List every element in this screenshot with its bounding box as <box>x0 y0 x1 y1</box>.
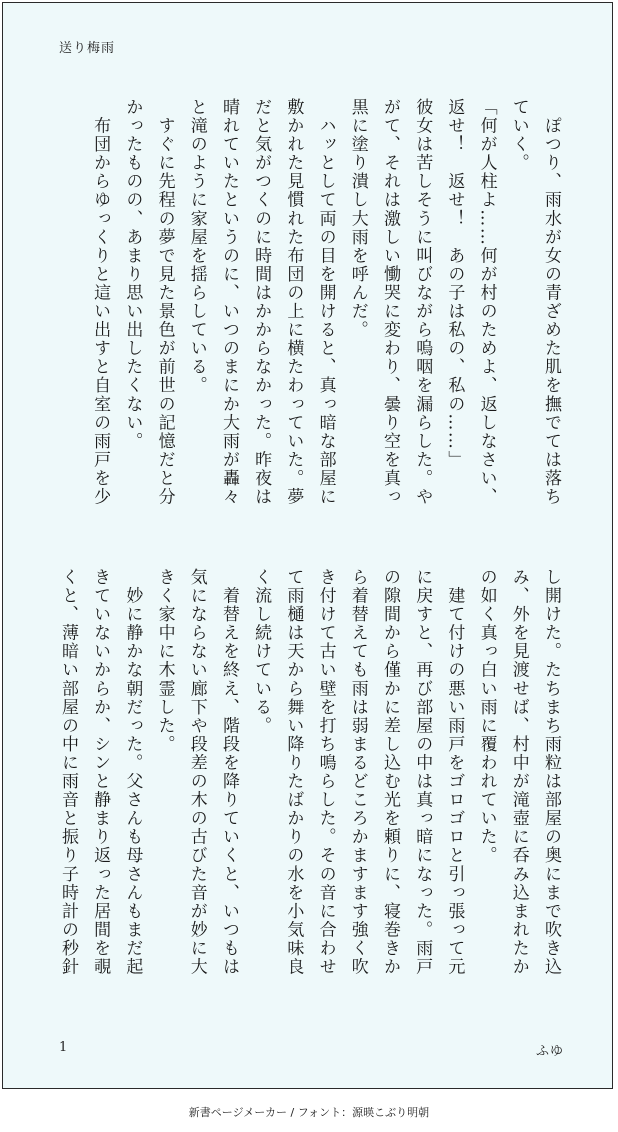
book-page <box>2 2 613 1089</box>
text-line: 布団からゆっくりと這い出すと自室の雨戸を少 <box>90 98 111 507</box>
text-line: 「何が人柱よ……何が村のためよ、返しなさい、 <box>476 98 497 507</box>
text-line: きく家中に木霊した。 <box>154 568 175 754</box>
upper-text-block <box>47 98 567 560</box>
text-line: き付けて古い壁を打ち鳴らした。その音に合わせ <box>315 568 336 977</box>
text-line: み、外を見渡せば、村中が滝壺に呑み込まれたか <box>508 568 529 977</box>
text-line: て雨樋は天から舞い降りたばかりの水を小気味良 <box>283 568 304 977</box>
text-line: ら着替えても雨は弱まるどころかますます強く吹 <box>347 568 368 977</box>
text-line: に戻すと、再び部屋の中は真っ暗になった。雨戸 <box>412 568 433 977</box>
generator-credit: 新書ページメーカー / フォント：源暎こぶり明朝 <box>188 1106 430 1119</box>
text-line: すぐに先程の夢で見た景色が前世の記憶だと分 <box>154 98 175 507</box>
text-line: と滝のように家屋を揺らしている。 <box>186 98 207 395</box>
text-line: 気にならない廊下や段差の木の古びた音が妙に大 <box>186 568 207 977</box>
text-line: 晴れていたというのに、いつのまにか大雨が轟々 <box>218 98 239 507</box>
text-line: かったものの、あまり思い出したくない。 <box>122 98 143 451</box>
text-line: く流し続けている。 <box>251 568 272 735</box>
text-line: ていく。 <box>508 98 529 173</box>
text-line: 敷かれた見慣れた布団の上に横たわっていた。夢 <box>283 98 304 507</box>
text-line: 黒に塗り潰し大雨を呼んだ。 <box>347 98 368 340</box>
text-line: だと気がつくのに時間はかからなかった。昨夜は <box>251 98 272 507</box>
text-line: ハッとして両の目を開けると、真っ暗な部屋に <box>315 98 336 507</box>
text-line: 彼女は苦しそうに叫びながら嗚咽を漏らした。や <box>412 98 433 507</box>
text-line: がて、それは激しい慟哭に変わり、曇り空を真っ <box>379 98 400 507</box>
page-title: 送り梅雨 <box>59 41 116 56</box>
text-line: 着替えを終え、階段を降りていくと、いつもは <box>218 568 239 977</box>
author-name: ふゆ <box>535 1044 564 1059</box>
text-line: くと、薄暗い部屋の中に雨音と振り子時計の秒針 <box>57 568 78 977</box>
text-line: ぽつり、雨水が女の青ざめた肌を撫でては落ち <box>541 98 561 507</box>
text-line: きていないからか、シンと静まり返った居間を覗 <box>90 568 111 977</box>
text-line: し開けた。たちまち雨粒は部屋の奥にまで吹き込 <box>541 568 561 977</box>
page-number: 1 <box>59 1040 68 1055</box>
lower-text-block <box>47 568 567 1030</box>
text-line: の隙間から僅かに差し込む光を頼りに、寝巻きか <box>379 568 400 977</box>
text-line: 建て付けの悪い雨戸をゴロゴロと引っ張って元 <box>444 568 465 977</box>
text-line: の如く真っ白い雨に覆われていた。 <box>476 568 497 865</box>
text-line: 妙に静かな朝だった。父さんも母さんもまだ起 <box>122 568 143 977</box>
text-line: 返せ！ 返せ！ あの子は私の、私の……」 <box>444 98 465 469</box>
